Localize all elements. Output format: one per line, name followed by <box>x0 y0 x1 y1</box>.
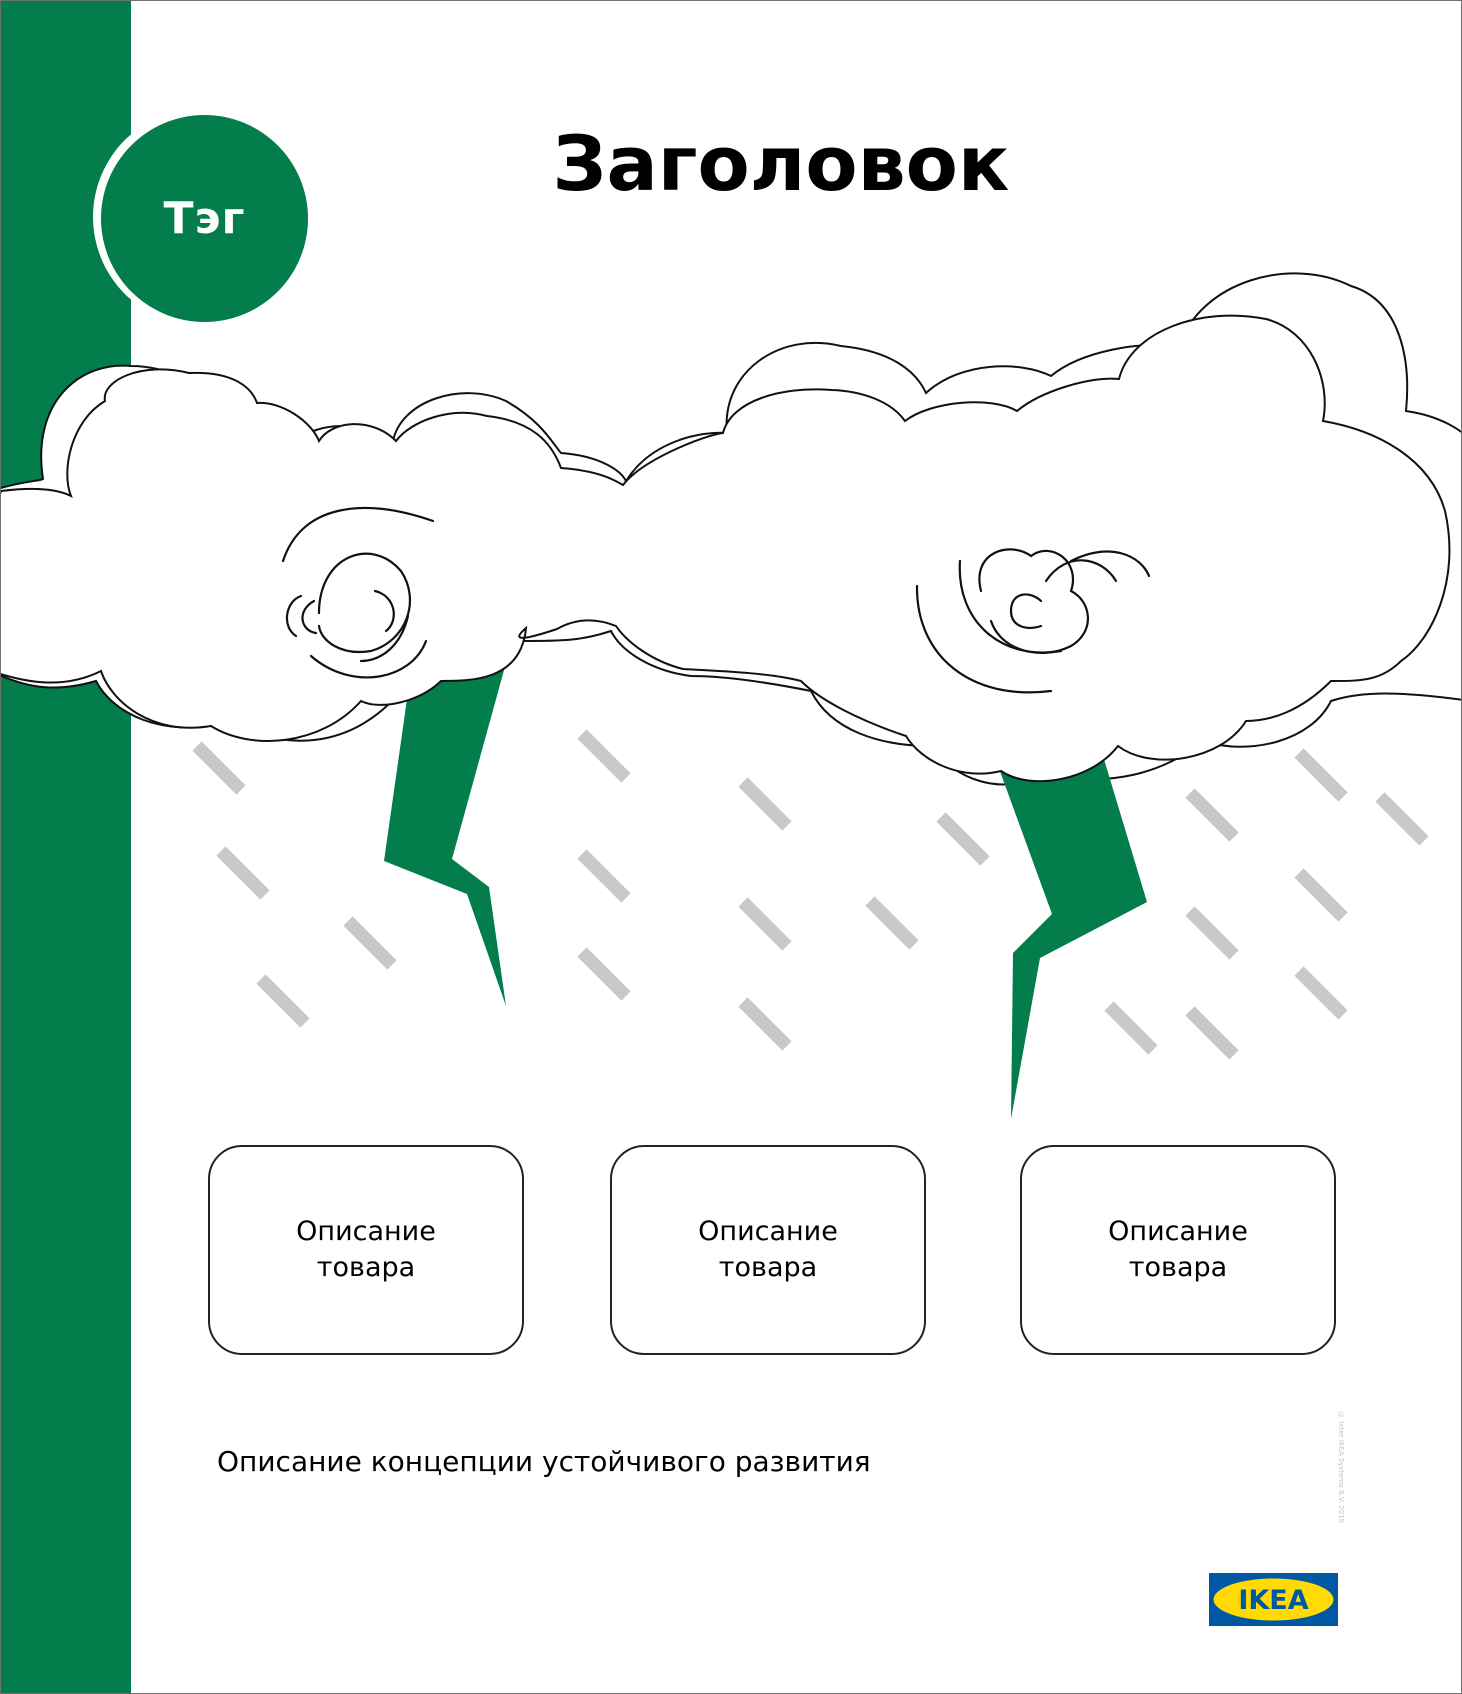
ikea-logo <box>1209 1573 1338 1626</box>
product-card-3 <box>1020 1145 1336 1355</box>
page-title: Заголовок <box>552 119 1010 208</box>
product-card-1 <box>208 1145 524 1355</box>
cloud-front <box>1 316 1449 782</box>
product-description-3: Описание товара <box>1108 1216 1248 1283</box>
product-description-1: Описание товара <box>296 1216 436 1283</box>
product-card-2 <box>610 1145 926 1355</box>
copyright-notice: © Inter IKEA Systems B.V. 2019 <box>1337 1411 1345 1524</box>
sustainability-description: Описание концепции устойчивого развития <box>217 1445 871 1478</box>
product-description-2: Описание товара <box>698 1216 838 1283</box>
tag-badge <box>101 115 308 322</box>
logo-wordmark: IKEA <box>1238 1585 1309 1616</box>
rain-streaks <box>197 734 1424 1055</box>
tag-label: Тэг <box>163 193 246 244</box>
